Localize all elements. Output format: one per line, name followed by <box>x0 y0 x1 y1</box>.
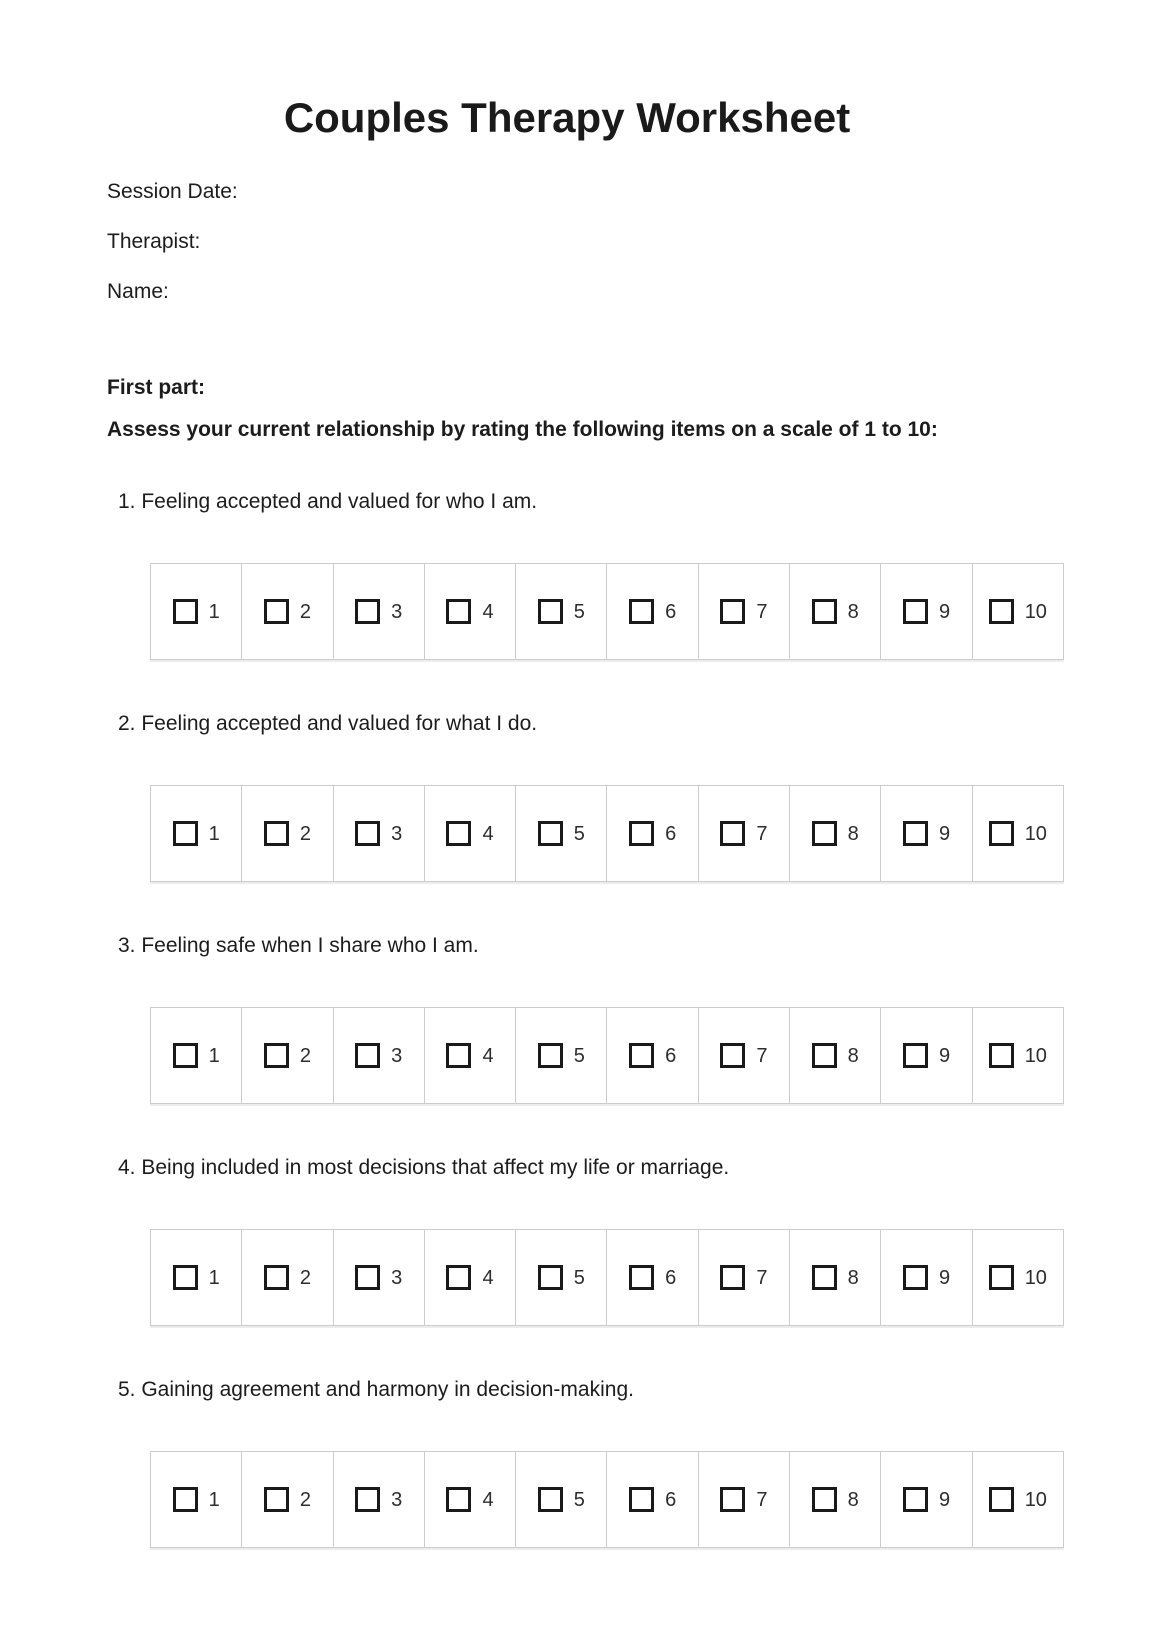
rating-cell <box>515 1452 606 1547</box>
rating-checkbox-6[interactable] <box>629 599 654 624</box>
rating-value-label: 3 <box>391 600 403 623</box>
rating-value-label: 4 <box>482 600 494 623</box>
rating-value-label: 2 <box>299 822 311 845</box>
rating-checkbox-7[interactable] <box>720 821 745 846</box>
rating-value-label: 1 <box>208 1044 220 1067</box>
rating-cell <box>606 1008 697 1103</box>
rating-scale-item-5 <box>150 1451 1064 1548</box>
rating-cell <box>333 1452 424 1547</box>
rating-checkbox-5[interactable] <box>538 1487 563 1512</box>
rating-value-label: 5 <box>573 1488 585 1511</box>
rating-cell <box>606 564 697 659</box>
rating-item <box>107 1154 1069 1326</box>
rating-value-label: 1 <box>208 1266 220 1289</box>
rating-value-label: 9 <box>938 1266 951 1289</box>
rating-value-label: 10 <box>1024 1488 1047 1511</box>
rating-cell <box>972 786 1063 881</box>
field-label-session-date: Session Date: <box>107 180 238 203</box>
rating-value-label: 7 <box>756 1044 768 1067</box>
rating-value-label: 4 <box>482 1044 494 1067</box>
rating-cell <box>424 1008 515 1103</box>
rating-cell <box>241 564 332 659</box>
rating-value-label: 4 <box>482 1266 494 1289</box>
rating-cell <box>515 1230 606 1325</box>
rating-checkbox-8[interactable] <box>812 599 837 624</box>
rating-cell <box>515 1008 606 1103</box>
rating-cell <box>333 1008 424 1103</box>
rating-checkbox-1[interactable] <box>173 1487 198 1512</box>
rating-value-label: 8 <box>847 1044 859 1067</box>
rating-cell <box>880 786 971 881</box>
rating-value-label: 10 <box>1024 600 1047 623</box>
rating-checkbox-5[interactable] <box>538 599 563 624</box>
field-label-name: Name: <box>107 280 169 303</box>
rating-cell <box>333 1230 424 1325</box>
rating-cell <box>424 786 515 881</box>
rating-cell <box>880 1008 971 1103</box>
rating-checkbox-8[interactable] <box>812 1487 837 1512</box>
rating-value-label: 2 <box>299 1266 311 1289</box>
rating-value-label: 1 <box>208 1488 220 1511</box>
rating-checkbox-8[interactable] <box>812 821 837 846</box>
item-label: 2. Feeling accepted and valued for what I do. <box>118 712 538 735</box>
rating-checkbox-10[interactable] <box>989 1487 1014 1512</box>
rating-cell <box>151 786 241 881</box>
rating-item <box>107 710 1069 882</box>
rating-cell <box>241 1008 332 1103</box>
rating-cell <box>424 1452 515 1547</box>
rating-value-label: 5 <box>573 1266 585 1289</box>
rating-cell <box>789 1230 880 1325</box>
rating-checkbox-3[interactable] <box>355 1043 380 1068</box>
rating-scale-item-3 <box>150 1007 1064 1104</box>
rating-value-label: 4 <box>482 1488 494 1511</box>
rating-scale-item-1 <box>150 563 1064 660</box>
item-label: 3. Feeling safe when I share who I am. <box>118 934 479 957</box>
rating-checkbox-2[interactable] <box>264 599 289 624</box>
rating-checkbox-4[interactable] <box>446 599 471 624</box>
rating-checkbox-10[interactable] <box>989 1043 1014 1068</box>
rating-cell <box>698 564 789 659</box>
rating-checkbox-10[interactable] <box>989 599 1014 624</box>
rating-cell <box>606 786 697 881</box>
rating-value-label: 2 <box>299 600 311 623</box>
rating-cell <box>241 1452 332 1547</box>
rating-cell <box>151 1452 241 1547</box>
item-label: 5. Gaining agreement and harmony in decision-making. <box>118 1378 634 1401</box>
rating-value-label: 5 <box>573 1044 585 1067</box>
rating-checkbox-6[interactable] <box>629 821 654 846</box>
rating-cell <box>880 1452 971 1547</box>
rating-checkbox-5[interactable] <box>538 1265 563 1290</box>
rating-cell <box>789 564 880 659</box>
section-heading: First part: <box>107 376 206 399</box>
rating-checkbox-1[interactable] <box>173 821 198 846</box>
rating-checkbox-2[interactable] <box>264 1487 289 1512</box>
rating-checkbox-6[interactable] <box>629 1265 654 1290</box>
rating-item <box>107 488 1069 660</box>
rating-cell <box>606 1230 697 1325</box>
rating-cell <box>972 1008 1063 1103</box>
rating-checkbox-9[interactable] <box>903 1487 928 1512</box>
rating-value-label: 6 <box>665 822 677 845</box>
rating-checkbox-1[interactable] <box>173 599 198 624</box>
item-label: 4. Being included in most decisions that affect my life or marriage. <box>118 1156 730 1179</box>
items-list <box>107 488 1069 1548</box>
rating-value-label: 10 <box>1024 1044 1047 1067</box>
rating-cell <box>241 1230 332 1325</box>
rating-value-label: 8 <box>847 1266 859 1289</box>
rating-value-label: 2 <box>299 1044 311 1067</box>
rating-cell <box>333 786 424 881</box>
rating-value-label: 3 <box>391 1488 403 1511</box>
rating-checkbox-8[interactable] <box>812 1043 837 1068</box>
rating-checkbox-4[interactable] <box>446 1265 471 1290</box>
rating-checkbox-3[interactable] <box>355 1265 380 1290</box>
rating-checkbox-9[interactable] <box>903 1265 928 1290</box>
rating-checkbox-3[interactable] <box>355 821 380 846</box>
rating-value-label: 10 <box>1024 822 1047 845</box>
rating-checkbox-4[interactable] <box>446 821 471 846</box>
rating-value-label: 4 <box>482 822 494 845</box>
rating-checkbox-6[interactable] <box>629 1043 654 1068</box>
rating-scale-item-2 <box>150 785 1064 882</box>
rating-cell <box>972 1230 1063 1325</box>
rating-cell <box>515 786 606 881</box>
rating-checkbox-9[interactable] <box>903 821 928 846</box>
rating-checkbox-9[interactable] <box>903 599 928 624</box>
rating-value-label: 3 <box>391 1044 403 1067</box>
rating-cell <box>151 1230 241 1325</box>
field-label-therapist: Therapist: <box>107 230 201 253</box>
rating-cell <box>972 564 1063 659</box>
rating-checkbox-10[interactable] <box>989 821 1014 846</box>
rating-value-label: 6 <box>665 1488 677 1511</box>
rating-cell <box>606 1452 697 1547</box>
item-label: 1. Feeling accepted and valued for who I am. <box>118 490 538 513</box>
rating-value-label: 9 <box>938 1044 951 1067</box>
rating-cell <box>698 786 789 881</box>
rating-value-label: 6 <box>665 1044 677 1067</box>
rating-value-label: 7 <box>756 600 768 623</box>
rating-value-label: 6 <box>665 1266 677 1289</box>
rating-value-label: 5 <box>573 600 585 623</box>
rating-cell <box>151 564 241 659</box>
rating-cell <box>789 1452 880 1547</box>
rating-checkbox-2[interactable] <box>264 821 289 846</box>
rating-checkbox-7[interactable] <box>720 1265 745 1290</box>
rating-checkbox-10[interactable] <box>989 1265 1014 1290</box>
rating-cell <box>880 564 971 659</box>
rating-cell <box>241 786 332 881</box>
rating-checkbox-2[interactable] <box>264 1265 289 1290</box>
rating-checkbox-5[interactable] <box>538 1043 563 1068</box>
rating-value-label: 8 <box>847 600 859 623</box>
rating-checkbox-1[interactable] <box>173 1265 198 1290</box>
rating-checkbox-1[interactable] <box>173 1043 198 1068</box>
rating-value-label: 10 <box>1024 1266 1047 1289</box>
rating-value-label: 8 <box>847 1488 859 1511</box>
rating-value-label: 5 <box>573 822 585 845</box>
rating-cell <box>698 1452 789 1547</box>
rating-value-label: 7 <box>756 1266 768 1289</box>
header-fields <box>107 179 1069 305</box>
rating-value-label: 9 <box>938 1488 951 1511</box>
rating-value-label: 7 <box>756 822 768 845</box>
rating-value-label: 9 <box>938 822 951 845</box>
rating-item <box>107 1376 1069 1548</box>
rating-item <box>107 932 1069 1104</box>
rating-checkbox-4[interactable] <box>446 1487 471 1512</box>
rating-value-label: 3 <box>391 1266 403 1289</box>
rating-scale-item-4 <box>150 1229 1064 1326</box>
rating-checkbox-3[interactable] <box>355 599 380 624</box>
rating-checkbox-7[interactable] <box>720 599 745 624</box>
rating-value-label: 2 <box>299 1488 311 1511</box>
rating-checkbox-4[interactable] <box>446 1043 471 1068</box>
rating-cell <box>333 564 424 659</box>
rating-cell <box>698 1008 789 1103</box>
rating-cell <box>151 1008 241 1103</box>
rating-cell <box>424 564 515 659</box>
rating-value-label: 9 <box>938 600 951 623</box>
rating-cell <box>424 1230 515 1325</box>
rating-value-label: 8 <box>847 822 859 845</box>
rating-checkbox-3[interactable] <box>355 1487 380 1512</box>
rating-checkbox-9[interactable] <box>903 1043 928 1068</box>
rating-cell <box>698 1230 789 1325</box>
rating-checkbox-8[interactable] <box>812 1265 837 1290</box>
rating-value-label: 7 <box>756 1488 768 1511</box>
rating-checkbox-7[interactable] <box>720 1043 745 1068</box>
rating-cell <box>880 1230 971 1325</box>
rating-cell <box>515 564 606 659</box>
rating-cell <box>789 1008 880 1103</box>
rating-cell <box>972 1452 1063 1547</box>
rating-checkbox-6[interactable] <box>629 1487 654 1512</box>
rating-checkbox-7[interactable] <box>720 1487 745 1512</box>
rating-cell <box>789 786 880 881</box>
rating-checkbox-5[interactable] <box>538 821 563 846</box>
rating-value-label: 3 <box>391 822 403 845</box>
rating-checkbox-2[interactable] <box>264 1043 289 1068</box>
rating-value-label: 6 <box>665 600 677 623</box>
section-instruction: Assess your current relationship by rating the following items on a scale of 1 to 10: <box>107 418 938 441</box>
page-title: Couples Therapy Worksheet <box>283 94 851 141</box>
rating-value-label: 1 <box>208 600 220 623</box>
rating-value-label: 1 <box>208 822 220 845</box>
